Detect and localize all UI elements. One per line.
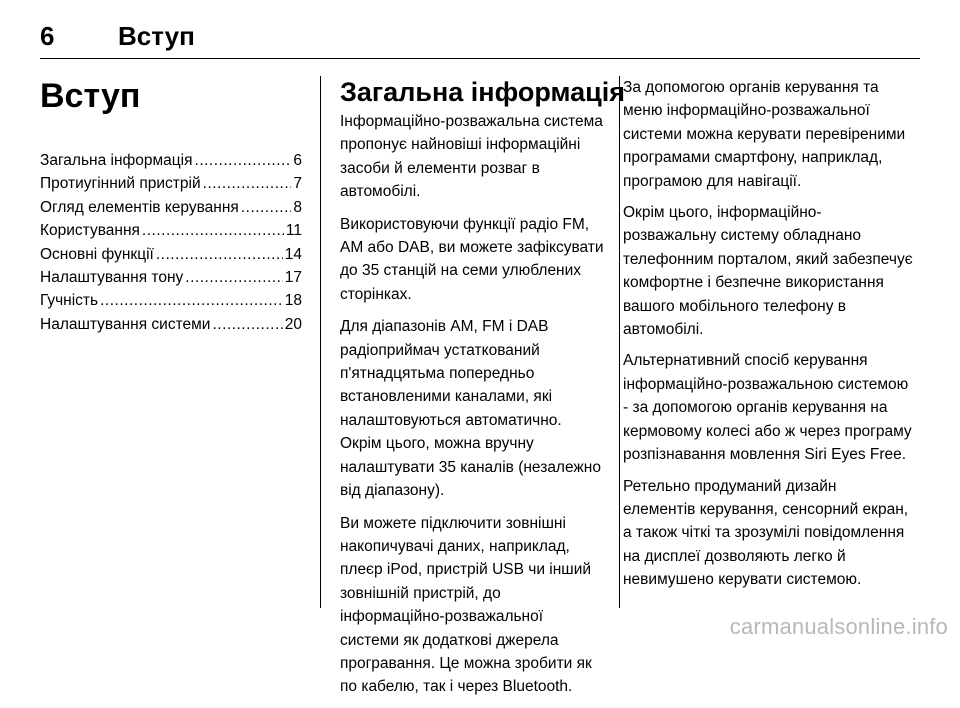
- toc-entry[interactable]: [40, 243, 302, 266]
- toc-entry-page: 14: [284, 245, 302, 263]
- toc-entry-page: 7: [293, 175, 302, 193]
- text-column-left: [340, 76, 625, 708]
- toc-entry-page: 18: [284, 292, 302, 310]
- watermark: carmanualsonline.info: [729, 614, 948, 639]
- toc-entry[interactable]: [40, 266, 302, 289]
- chapter-title: Вступ: [40, 77, 141, 115]
- page-number: 6: [40, 20, 55, 51]
- body-paragraph: Інформаційно-розважальна система пропонує найновіші інформаційні засоби й елементи розваг в автомобілі.: [340, 113, 603, 201]
- toc-entry-page: 20: [284, 315, 302, 333]
- header-divider: [40, 58, 920, 59]
- body-paragraph: Альтернативний спосіб керування інформаційно-розважальною системою - за допомогою органів керування на кермовому колесі або ж через програму розпізнавання мовлення Siri Eyes Free.: [623, 352, 912, 464]
- toc-leader-dots: [195, 149, 292, 172]
- toc-entry[interactable]: [40, 196, 302, 219]
- body-paragraph: Використовуючи функції радіо FM, AM або DAB, ви можете зафіксувати до 35 станцій на семи улюблених сторінках.: [340, 215, 604, 303]
- running-chapter-title: Вступ: [118, 20, 195, 51]
- toc-leader-dots: [142, 219, 284, 242]
- page-header: [40, 14, 920, 58]
- toc-entry-label: Налаштування системи: [40, 315, 211, 333]
- toc-entry[interactable]: [40, 172, 302, 195]
- toc-entry-label: Протиугінний пристрій: [40, 175, 201, 193]
- toc-entry-label: Загальна інформація: [40, 152, 193, 169]
- toc-entry-label: Користування: [40, 222, 140, 240]
- toc-entry-page: 17: [284, 269, 302, 287]
- toc-entry[interactable]: [40, 289, 302, 312]
- toc-entry-page: 6: [293, 152, 302, 169]
- toc-entry[interactable]: [40, 219, 302, 242]
- toc-leader-dots: [241, 196, 292, 219]
- toc-entry-label: Основні функції: [40, 245, 154, 263]
- section-title: Загальна інформація: [340, 77, 625, 107]
- toc-leader-dots: [100, 289, 283, 312]
- column-divider-2: [619, 76, 620, 608]
- toc-entry[interactable]: [40, 149, 302, 172]
- column-divider-1: [320, 76, 321, 608]
- toc-leader-dots: [203, 172, 292, 195]
- toc-entry-label: Огляд елементів керування: [40, 198, 239, 216]
- toc-entry-label: Гучність: [40, 292, 99, 310]
- text-column-right: [623, 76, 913, 600]
- body-paragraph: Ретельно продуманий дизайн елементів керування, сенсорний екран, а також чіткі та зрозумілі повідомлення на дисплеї дозволяють легко й невимушено керувати системою.: [623, 477, 909, 589]
- body-paragraph: Для діапазонів AM, FM і DAB радіоприймач устаткований п'ятнадцятьма попередньо встановленими каналами, які налаштовуються автоматично. Окрім цього, можна вручну налаштувати 35 каналів (незалежно від діапазону).: [340, 318, 601, 500]
- toc-entry-label: Налаштування тону: [40, 269, 184, 287]
- table-of-contents: [40, 149, 302, 336]
- body-paragraph: За допомогою органів керування та меню інформаційно-розважальної системи можна керувати перевіреними програмами смартфону, наприклад, програмою для навігації.: [623, 79, 906, 190]
- toc-leader-dots: [156, 243, 283, 266]
- toc-entry[interactable]: [40, 313, 302, 336]
- toc-entry-page: 11: [285, 222, 302, 240]
- toc-leader-dots: [185, 266, 282, 289]
- body-paragraph: Ви можете підключити зовнішні накопичувачі даних, наприклад, плеєр iPod, пристрій USB чи інший зовнішній пристрій, до інформаційно-розважальної системи як додаткові джерела програвання. Це можна зробити як по кабелю, так і через Bluetooth.: [340, 514, 592, 696]
- body-paragraph: Окрім цього, інформаційно-розважальну систему обладнано телефонним порталом, який забезпечує комфортне і безпечне використання вашого мобільного телефону в автомобілі.: [623, 204, 913, 339]
- toc-leader-dots: [212, 313, 282, 336]
- toc-column: [40, 76, 302, 336]
- toc-entry-page: 8: [293, 198, 302, 216]
